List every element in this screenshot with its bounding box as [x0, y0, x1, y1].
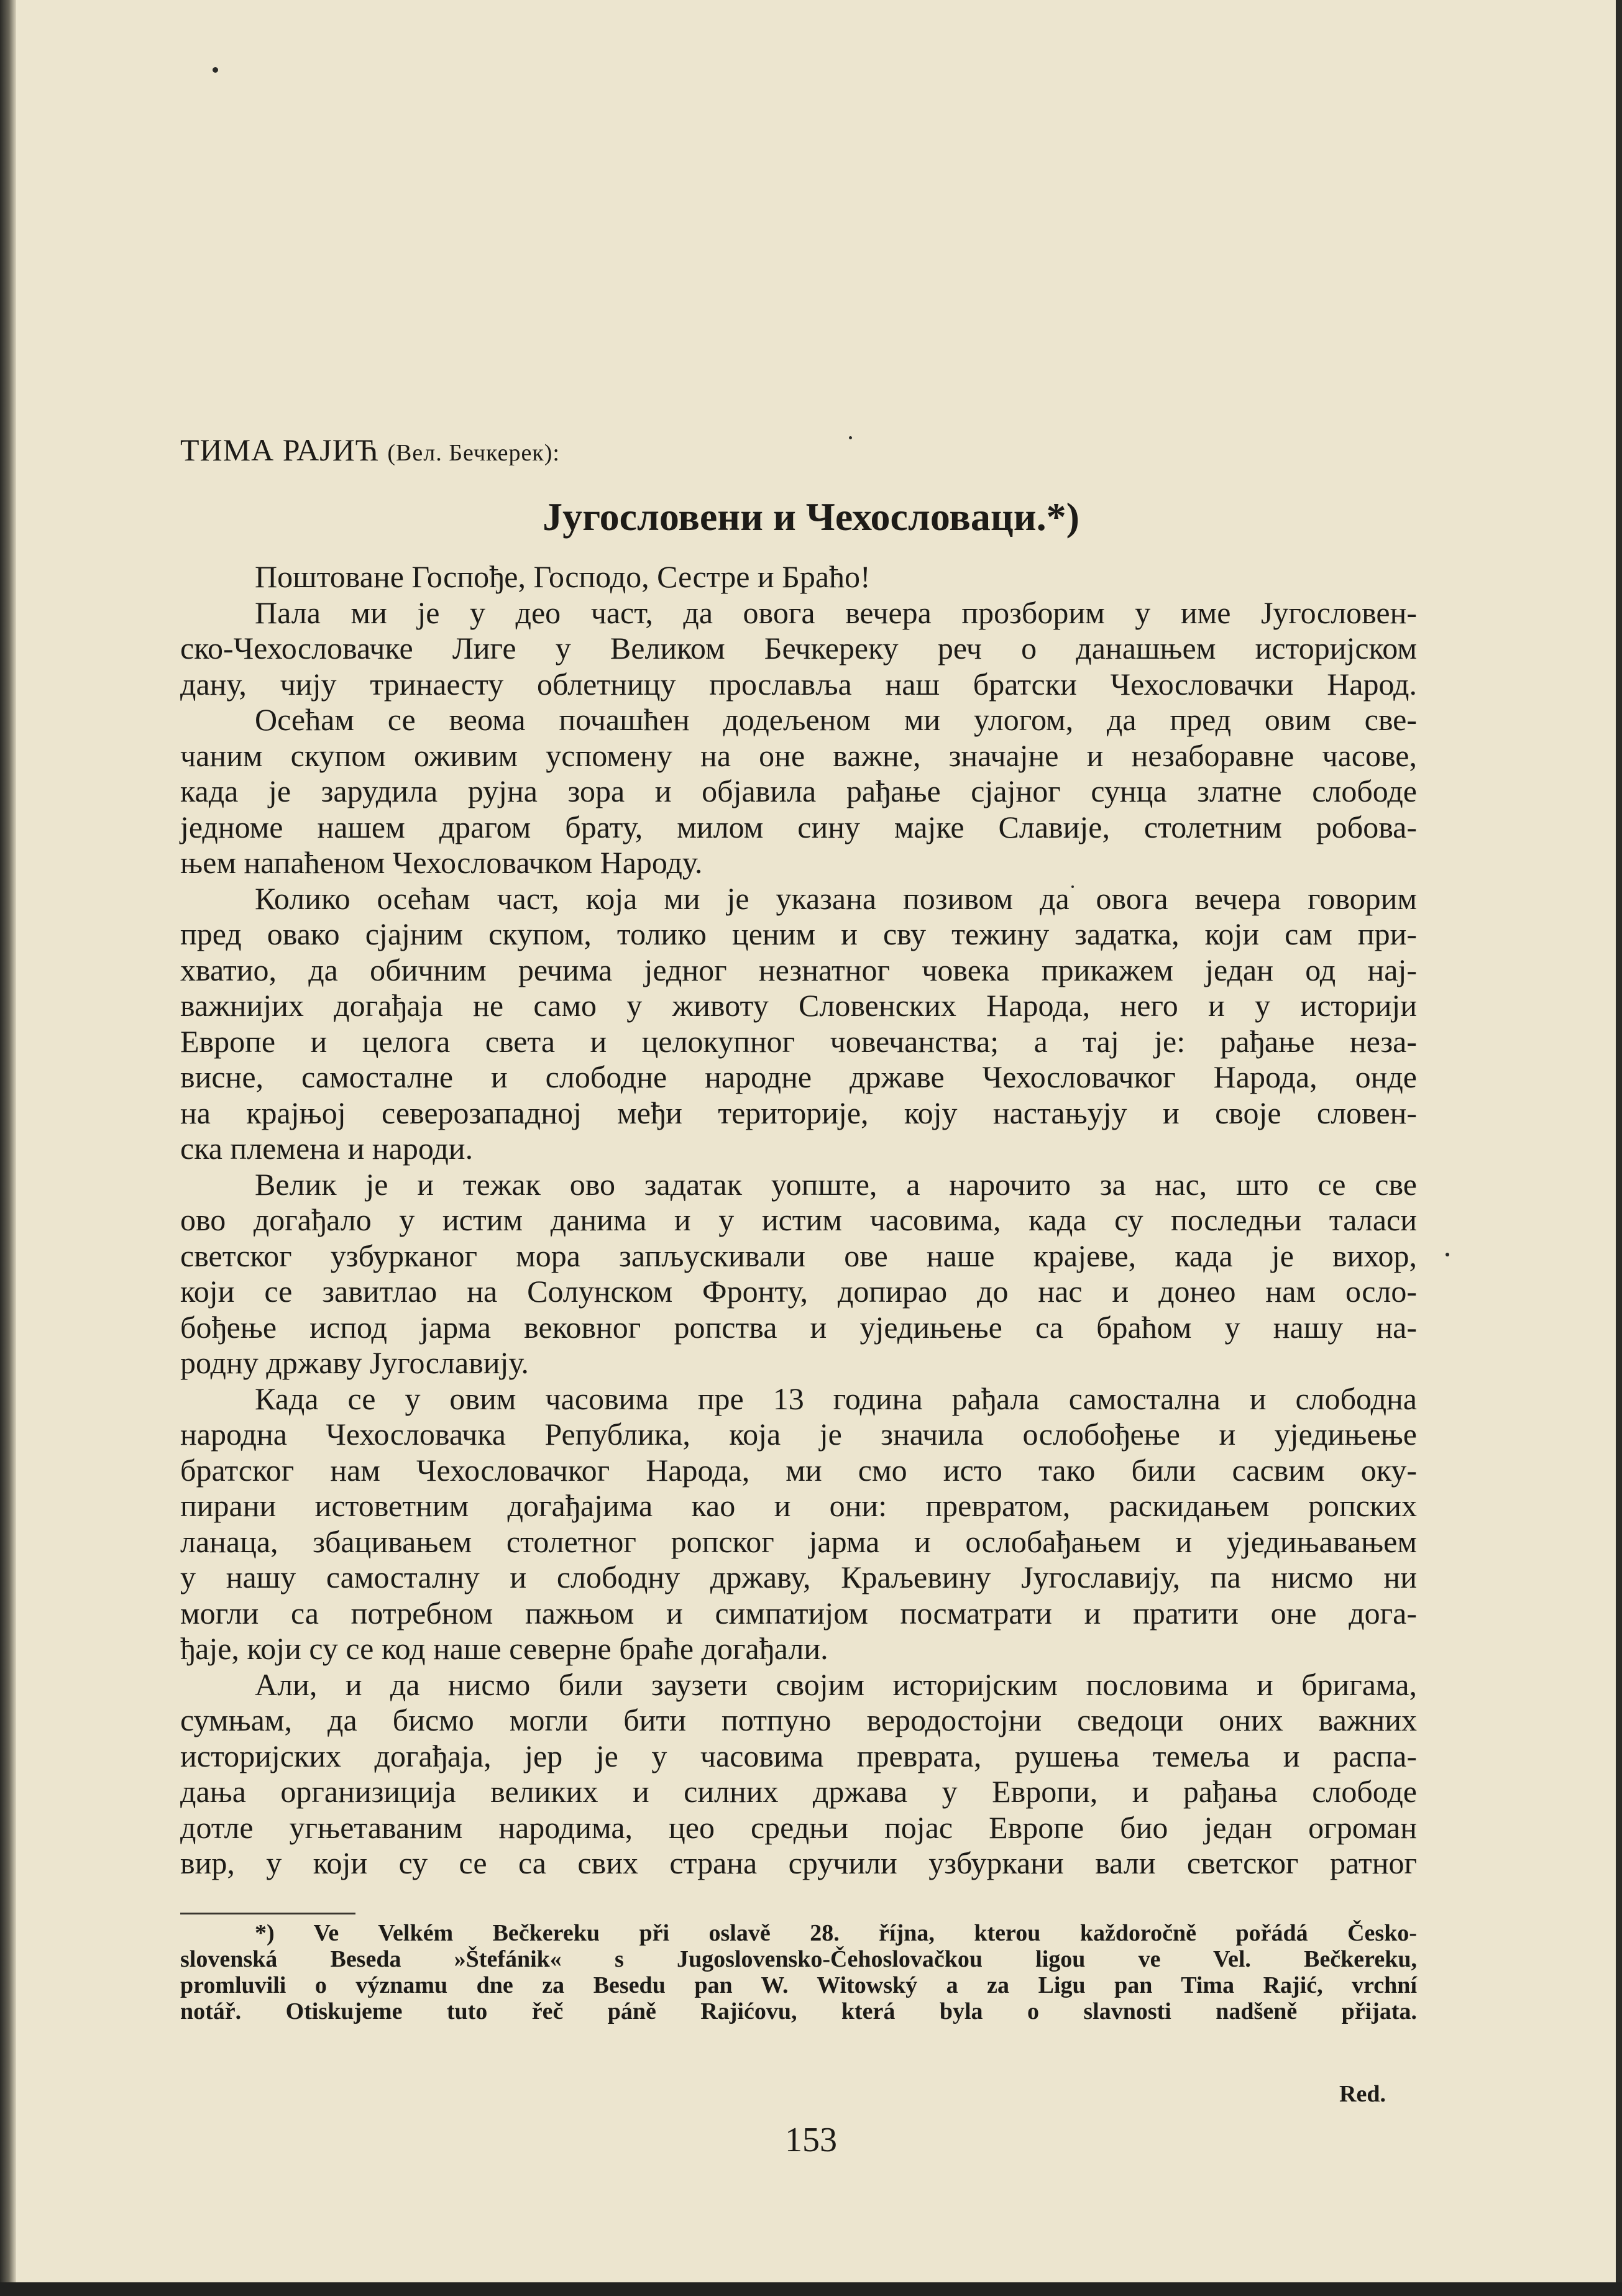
footnote [180, 1920, 1417, 2024]
author-place: (Вел. Бечкерек): [387, 440, 560, 466]
footnote-line: slovenská Beseda »Štefánik« s Jugoslovensko-Čehoslovačkou ligou ve Vel. Bečkereku, [180, 1946, 1417, 1972]
body-line: Када се у овим часовима пре 13 година рађала самостална и слободна [255, 1381, 1417, 1416]
paper-speck [849, 436, 852, 439]
page-number: 153 [785, 2121, 837, 2159]
body-line: родну државу Југославију. [180, 1345, 529, 1380]
body-line: дања организиција великих и силних држава у Европи, и рађања слободе [180, 1774, 1417, 1809]
body-line: на крајњој северозападној међи територије, коју настањују и своје словен- [180, 1095, 1417, 1130]
body-line: братског нам Чехословачког Народа, ми смо исто тако били сасвим оку- [180, 1452, 1417, 1488]
body-line: Пала ми је у део част, да овога вечера прозборим у име Југословен- [255, 595, 1417, 630]
body-line: у нашу самосталну и слободну државу, Краљевину Југославију, па нисмо ни [180, 1560, 1417, 1594]
body-line: пред овако сјајним скупом, толико ценим и сву тежину задатка, који сам при- [180, 917, 1417, 951]
body-line: ово догађало у истим данима и у истим часовима, када су последњи таласи [180, 1202, 1417, 1237]
body-line: Колико осећам част, која ми је указана позивом да овога вечера говорим [255, 880, 1417, 916]
footnote-line: promluvili o významu dne za Besedu pan W. Witowský a za Ligu pan Tima Rajić, vrchní [180, 1972, 1417, 1998]
paper-speck [213, 67, 218, 73]
body-line: дану, чију тринаесту облетницу прославља наш братски Чехословачки Народ. [180, 666, 1417, 702]
author-name: ТИМА РАЈИЋ [180, 432, 379, 467]
footnote-divider [180, 1913, 355, 1914]
body-line: дотле угњетаваним народима, цео средњи појас Европе био један огроман [180, 1809, 1417, 1845]
scan-border-right [1616, 0, 1622, 2296]
binding-edge [0, 0, 16, 2296]
article-body [180, 559, 1417, 1882]
body-line: њем напаћеном Чехословачком Народу. [180, 845, 703, 880]
body-line: пирани истоветним догађајима као и они: превратом, раскидањем ропских [180, 1488, 1417, 1523]
body-line: ланаца, збацивањем столетног ропског јарма и ослобађањем и уједињавањем [180, 1524, 1417, 1559]
body-line: чаним скупом оживим успомену на оне важне, значајне и незаборавне часове, [180, 738, 1417, 773]
body-line: могли са потребном пажњом и симпатијом посматрати и пратити оне дога- [180, 1595, 1417, 1631]
body-line: светског узбурканог мора запљускивали ове наше крајеве, када је вихор, [180, 1238, 1417, 1273]
scan-border-bottom [0, 2282, 1622, 2296]
article-title: Југословени и Чехословаци.*) [543, 495, 1079, 539]
body-line: који се завитлао на Солунском Фронту, допирао до нас и донео нам осло- [180, 1274, 1417, 1309]
body-line: Осећам се веома почашћен додељеном ми улогом, да пред овим све- [255, 702, 1417, 737]
body-line: Европе и целога света и целокупног човечанства; а тај је: рађање неза- [180, 1023, 1417, 1059]
body-line: вир, у који су се са свих страна сручили узбуркани вали светског ратног [180, 1845, 1417, 1880]
paper-speck [1446, 1253, 1449, 1256]
body-line: Велик је и тежак ово задатак уопште, а нарочито за нас, што се све [255, 1166, 1417, 1202]
body-line: висне, самосталне и слободне народне државе Чехословачког Народа, онде [180, 1059, 1417, 1094]
body-line: ђаје, који су се код наше северне браће догађали. [180, 1631, 828, 1666]
body-line: историјских догађаја, јер је у часовима преврата, рушења темеља и распа- [180, 1738, 1417, 1773]
body-line: хватио, да обичним речима једног незнатног човека прикажем један од нај- [180, 952, 1417, 987]
body-line: народна Чехословачка Република, која је значила ослобођење и уједињење [180, 1417, 1417, 1452]
salutation-line: Поштоване Госпође, Господо, Сестре и Браћо! [255, 559, 871, 594]
footnote-line: *) Ve Velkém Bečkereku při oslavě 28. října, kterou každoročně pořádá Česko- [255, 1920, 1417, 1946]
body-line: једноме нашем драгом брату, милом сину мајке Славије, столетним робова- [180, 809, 1417, 844]
body-line: бођење испод јарма вековног ропства и уједињење са браћом у нашу на- [180, 1309, 1417, 1345]
body-line: када је зарудила рујна зора и објавила рађање сјајног сунца златне слободе [180, 774, 1417, 808]
body-line: сумњам, да бисмо могли бити потпуно веродостојни сведоци оних важних [180, 1703, 1417, 1737]
author-line [180, 432, 560, 468]
body-line: Али, и да нисмо били заузети својим историјским пословима и бригама, [255, 1667, 1417, 1702]
body-line: ска племена и народи. [180, 1131, 474, 1166]
footnote-signature: Red. [1339, 2081, 1386, 2107]
body-line: ско-Чехословачке Лиге у Великом Бечкереку реч о данашњем историјском [180, 631, 1417, 665]
body-line: важнијих догађаја не само у животу Словенских Народа, него и у историји [180, 988, 1417, 1023]
footnote-line: notář. Otiskujeme tuto řeč páně Rajićovu, která byla o slavnosti nadšeně přijata. [180, 1998, 1417, 2024]
